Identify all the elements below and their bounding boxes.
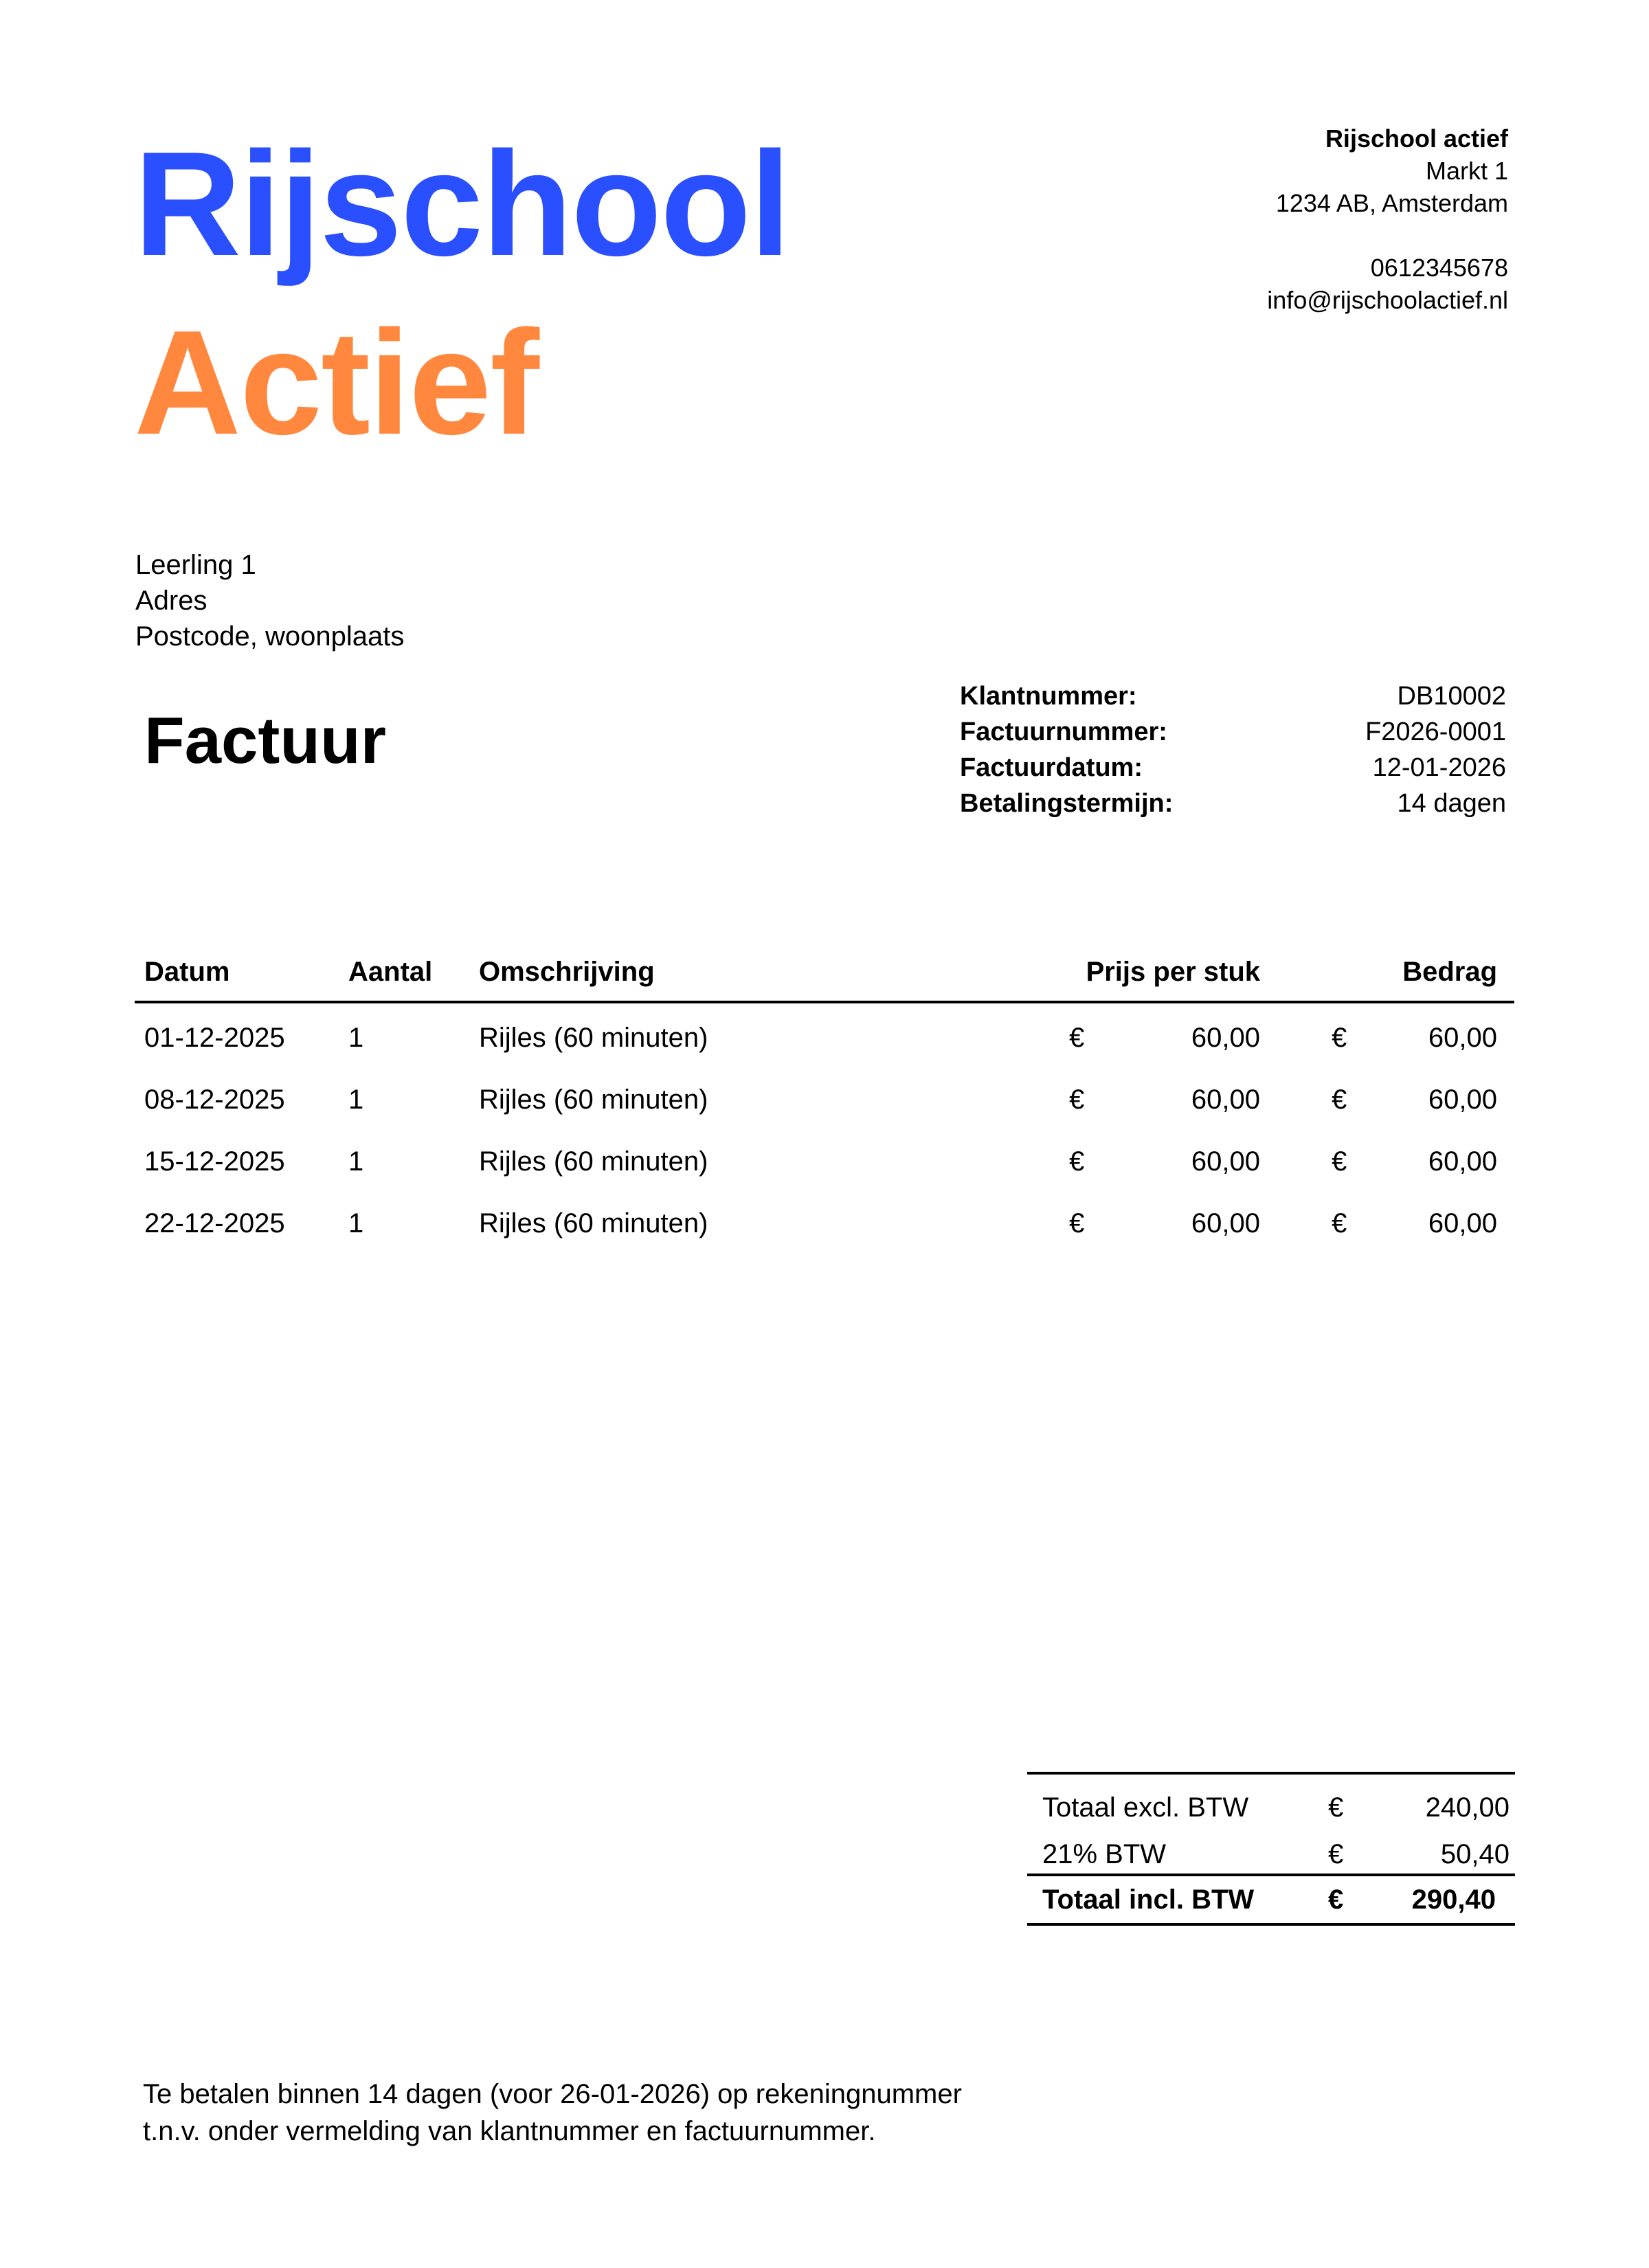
row-amount: 60,00: [1428, 1023, 1497, 1053]
logo-line-1: Rijschool: [134, 120, 790, 287]
vat-value: 50,40: [1440, 1839, 1510, 1869]
row-qty: 1: [348, 1146, 364, 1177]
row-unit-price: 60,00: [1191, 1023, 1260, 1053]
meta-value: 14 dagen: [1397, 789, 1506, 818]
payment-instructions-line-2: t.n.v. onder vermelding van klantnummer en factuurnummer.: [143, 2116, 876, 2146]
table-row: [135, 1003, 1514, 1065]
recipient-name: Leerling 1: [135, 550, 256, 580]
grand-total-value: 290,40: [1411, 1885, 1496, 1915]
euro-icon: €: [1069, 1085, 1085, 1115]
header-description: Omschrijving: [479, 957, 655, 987]
euro-icon: €: [1069, 1023, 1085, 1053]
euro-icon: €: [1069, 1208, 1085, 1238]
euro-icon: €: [1332, 1085, 1347, 1115]
grand-total-label: Totaal incl. BTW: [1042, 1885, 1255, 1915]
meta-label: Factuurnummer:: [960, 718, 1167, 746]
meta-value: F2026-0001: [1365, 718, 1506, 746]
table-header: [135, 955, 1514, 1003]
row-description: Rijles (60 minuten): [479, 1208, 708, 1238]
company-city: 1234 AB, Amsterdam: [1275, 189, 1508, 217]
row-description: Rijles (60 minuten): [479, 1023, 708, 1053]
spacer: [1267, 219, 1508, 252]
header-amount: Bedrag: [1402, 957, 1497, 987]
meta-label: Klantnummer:: [960, 682, 1137, 711]
meta-label: Betalingstermijn:: [960, 789, 1174, 818]
company-name: Rijschool actief: [1325, 124, 1508, 153]
row-unit-price: 60,00: [1191, 1146, 1260, 1177]
meta-row-customer-number: [960, 678, 1506, 714]
company-email: info@rijschoolactief.nl: [1267, 286, 1508, 314]
header-qty: Aantal: [348, 957, 433, 987]
company-phone: 0612345678: [1370, 254, 1508, 282]
euro-icon: €: [1332, 1208, 1347, 1238]
row-date: 15-12-2025: [144, 1146, 285, 1177]
line-items-table: [135, 955, 1514, 1251]
subtotal-label: Totaal excl. BTW: [1042, 1792, 1249, 1823]
page-title: Factuur: [144, 704, 387, 777]
euro-icon: €: [1332, 1023, 1347, 1053]
euro-icon: €: [1328, 1792, 1344, 1823]
row-description: Rijles (60 minuten): [479, 1085, 708, 1115]
vat-row: [1034, 1827, 1522, 1874]
euro-icon: €: [1328, 1885, 1344, 1915]
meta-value: DB10002: [1397, 682, 1506, 711]
payment-instructions: [143, 2076, 962, 2150]
company-street: Markt 1: [1425, 157, 1508, 185]
row-qty: 1: [348, 1208, 364, 1238]
header-unit-price: Prijs per stuk: [1086, 957, 1260, 987]
row-amount: 60,00: [1428, 1208, 1497, 1238]
euro-icon: €: [1069, 1146, 1085, 1177]
row-date: 22-12-2025: [144, 1208, 285, 1238]
row-date: 01-12-2025: [144, 1023, 285, 1053]
meta-row-payment-term: [960, 786, 1506, 821]
row-amount: 60,00: [1428, 1146, 1497, 1177]
meta-row-invoice-number: [960, 714, 1506, 750]
subtotal-value: 240,00: [1425, 1792, 1510, 1823]
row-unit-price: 60,00: [1191, 1208, 1260, 1238]
meta-label: Factuurdatum:: [960, 753, 1143, 782]
euro-icon: €: [1332, 1146, 1347, 1177]
table-row: [135, 1065, 1514, 1127]
logo-line-2: Actief: [134, 299, 539, 465]
invoice-meta: [960, 678, 1506, 821]
row-qty: 1: [348, 1085, 364, 1115]
meta-value: 12-01-2026: [1372, 753, 1506, 782]
recipient-postal-city: Postcode, woonplaats: [135, 621, 405, 652]
payment-instructions-line-1: Te betalen binnen 14 dagen (voor 26-01-2026) op rekeningnummer: [143, 2079, 962, 2109]
header-date: Datum: [144, 957, 230, 987]
company-details: [1267, 122, 1508, 316]
row-amount: 60,00: [1428, 1085, 1497, 1115]
row-description: Rijles (60 minuten): [479, 1146, 708, 1177]
row-qty: 1: [348, 1023, 364, 1053]
totals-block: [1034, 1780, 1522, 1926]
subtotal-row: [1034, 1780, 1522, 1827]
row-date: 08-12-2025: [144, 1085, 285, 1115]
recipient-address: [135, 547, 404, 654]
table-row: [135, 1189, 1514, 1251]
grand-total-row: [1027, 1874, 1515, 1926]
vat-label: 21% BTW: [1042, 1839, 1167, 1869]
row-unit-price: 60,00: [1191, 1085, 1260, 1115]
recipient-street: Adres: [135, 586, 207, 616]
euro-icon: €: [1328, 1839, 1344, 1869]
divider: [1027, 1772, 1515, 1775]
meta-row-invoice-date: [960, 750, 1506, 786]
table-row: [135, 1127, 1514, 1189]
